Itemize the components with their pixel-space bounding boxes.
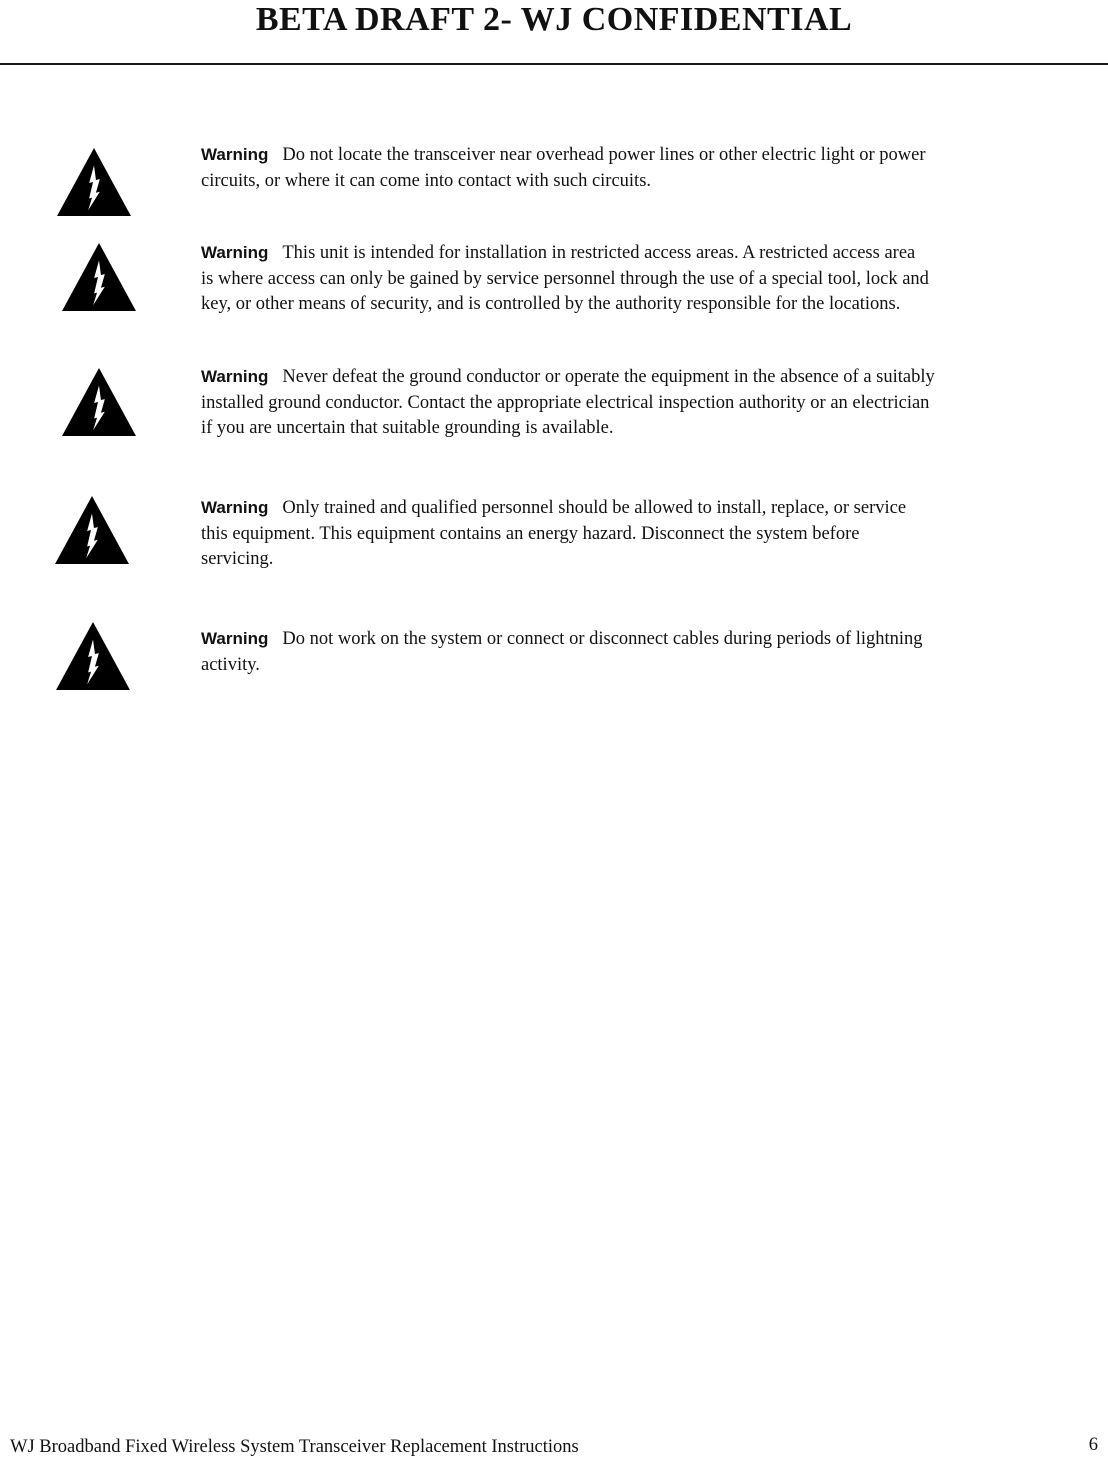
warning-line: installed ground conductor. Contact the appropriate electrical inspection authority or an electrician [201,392,930,413]
warning-text [201,364,1031,442]
footer-document-title: WJ Broadband Fixed Wireless System Transceiver Replacement Instructions [10,1437,579,1457]
warning-line: key, or other means of security, and is controlled by the authority responsible for the locations. [201,294,901,314]
warning-label: Warning [201,145,269,164]
header-divider [0,63,1108,65]
warning-line: This unit is intended for installation in restricted access areas. A restricted access area [282,243,916,263]
warning-triangle-lightning-icon [55,146,133,218]
warning-line: Do not work on the system or connect or disconnect cables during periods of lightning [282,629,923,649]
warning-label: Warning [201,629,269,648]
warning-line: this equipment. This equipment contains an energy hazard. Disconnect the system before [201,523,860,544]
warning-triangle-lightning-icon [60,241,138,313]
warning-line: Never defeat the ground conductor or operate the equipment in the absence of a suitably [282,367,935,387]
page-header-title: BETA DRAFT 2- WJ CONFIDENTIAL [255,1,853,38]
warning-line: servicing. [201,549,274,569]
warning-text [201,240,1031,318]
warning-text [201,142,1031,194]
warning-line: is where access can only be gained by service personnel through the use of a special tool, lock and [201,268,929,289]
footer-page-number: 6 [1088,1435,1098,1455]
warning-triangle-lightning-icon [54,620,132,692]
warning-label: Warning [201,498,269,517]
warning-text [201,495,1031,573]
warning-line: if you are uncertain that suitable grounding is available. [201,418,614,438]
warning-label: Warning [201,367,269,386]
warning-text [201,626,1031,678]
warning-label: Warning [201,243,269,262]
warning-line: circuits, or where it can come into contact with such circuits. [201,170,652,191]
warning-line: Only trained and qualified personnel should be allowed to install, replace, or service [282,498,907,518]
warning-triangle-lightning-icon [53,494,131,566]
warning-line: activity. [201,654,260,675]
warning-line: Do not locate the transceiver near overhead power lines or other electric light or power [282,145,926,165]
warning-triangle-lightning-icon [60,366,138,438]
